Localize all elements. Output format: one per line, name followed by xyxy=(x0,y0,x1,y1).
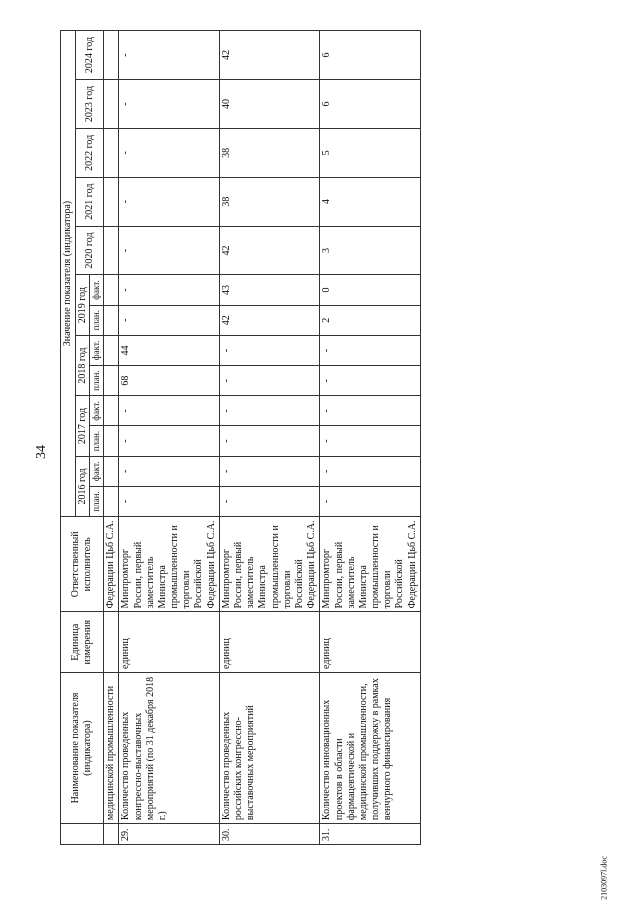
plan-2018: план. xyxy=(90,366,104,396)
row-number: 30. xyxy=(219,824,320,845)
values-header: Значение показателя (индикатора) xyxy=(61,31,76,517)
header-row-1 xyxy=(61,31,76,845)
col-unit-header: Единица измерения xyxy=(61,612,104,672)
fact-2016: факт. xyxy=(90,456,104,486)
value-cell: 44 xyxy=(119,335,220,365)
plan-2016: план. xyxy=(90,486,104,516)
plan-2017: план. xyxy=(90,426,104,456)
col-num-header xyxy=(61,824,104,845)
responsible-cell: Федерации Цьб С.А. xyxy=(104,517,119,612)
indicator-table-landscape xyxy=(60,30,635,845)
value-cell: 5 xyxy=(320,128,421,177)
value-cell xyxy=(104,128,119,177)
year-2020-header: 2020 год xyxy=(76,226,104,275)
value-cell: 43 xyxy=(219,275,320,305)
value-cell: - xyxy=(320,396,421,426)
value-cell: - xyxy=(119,486,220,516)
unit-cell: единиц xyxy=(219,612,320,672)
indicator-name: Количество проведенных российских конгрессно-выставочных мероприятий xyxy=(219,672,320,823)
row-number: 31. xyxy=(320,824,421,845)
value-cell: - xyxy=(119,177,220,226)
value-cell: 2 xyxy=(320,305,421,335)
fact-2019: факт. xyxy=(90,275,104,305)
page-number: 34 xyxy=(34,445,49,459)
indicator-name: Количество инновационных проектов в области фармацевтической и медицинской промышленности, получивших поддержку в рамках венчурного финансирования xyxy=(320,672,421,823)
value-cell: - xyxy=(219,486,320,516)
table-body xyxy=(104,31,421,845)
value-cell xyxy=(104,226,119,275)
value-cell: 6 xyxy=(320,31,421,80)
value-cell: 0 xyxy=(320,275,421,305)
value-cell: 42 xyxy=(219,226,320,275)
value-cell xyxy=(104,305,119,335)
value-cell: - xyxy=(119,226,220,275)
responsible-cell: Минпромторг России, первый заместитель Министра промышленности и торговли Российской Федерации Цьб С.А. xyxy=(119,517,220,612)
value-cell: 4 xyxy=(320,177,421,226)
value-cell: 42 xyxy=(219,31,320,80)
value-cell: 42 xyxy=(219,305,320,335)
value-cell: - xyxy=(119,426,220,456)
row-number: 29. xyxy=(119,824,220,845)
indicator-name: медицинской промышленности xyxy=(104,672,119,823)
value-cell: - xyxy=(219,366,320,396)
value-cell: 38 xyxy=(219,128,320,177)
table-row xyxy=(219,31,320,845)
value-cell: - xyxy=(119,80,220,129)
year-2024-header: 2024 год xyxy=(76,31,104,80)
value-cell: - xyxy=(320,426,421,456)
row-number xyxy=(104,824,119,845)
value-cell: - xyxy=(119,31,220,80)
table-row xyxy=(320,31,421,845)
value-cell: - xyxy=(119,128,220,177)
value-cell xyxy=(104,426,119,456)
value-cell: 68 xyxy=(119,366,220,396)
year-2016-header: 2016 год xyxy=(76,456,90,516)
responsible-cell: Минпромторг России, первый заместитель Министра промышленности и торговли Российской Федерации Цьб С.А. xyxy=(320,517,421,612)
year-2022-header: 2022 год xyxy=(76,128,104,177)
unit-cell xyxy=(104,612,119,672)
value-cell xyxy=(104,396,119,426)
responsible-cell: Минпромторг России, первый заместитель Министра промышленности и торговли Российской Федерации Цьб С.А. xyxy=(219,517,320,612)
value-cell xyxy=(104,456,119,486)
col-name-header: Наименование показателя (индикатора) xyxy=(61,672,104,823)
year-2017-header: 2017 год xyxy=(76,396,90,456)
year-2018-header: 2018 год xyxy=(76,335,90,395)
fact-2017: факт. xyxy=(90,396,104,426)
fact-2018: факт. xyxy=(90,335,104,365)
value-cell: 6 xyxy=(320,80,421,129)
footer-filename: 2103097l.doc xyxy=(599,856,609,900)
table-row xyxy=(119,31,220,845)
value-cell: - xyxy=(119,396,220,426)
value-cell xyxy=(104,177,119,226)
value-cell: - xyxy=(219,456,320,486)
value-cell: 3 xyxy=(320,226,421,275)
value-cell: - xyxy=(219,426,320,456)
value-cell xyxy=(104,366,119,396)
value-cell xyxy=(104,275,119,305)
indicator-name: Количество проведенных конгрессно-выставочных мероприятий (по 31 декабря 2018 г.) xyxy=(119,672,220,823)
value-cell: 40 xyxy=(219,80,320,129)
value-cell xyxy=(104,80,119,129)
year-2021-header: 2021 год xyxy=(76,177,104,226)
value-cell: - xyxy=(119,275,220,305)
value-cell: - xyxy=(320,366,421,396)
value-cell: - xyxy=(119,456,220,486)
value-cell: - xyxy=(320,456,421,486)
value-cell: - xyxy=(119,305,220,335)
value-cell: - xyxy=(320,486,421,516)
unit-cell: единиц xyxy=(119,612,220,672)
col-responsible-header: Ответственный исполнитель xyxy=(61,517,104,612)
value-cell xyxy=(104,486,119,516)
table-row xyxy=(104,31,119,845)
value-cell: - xyxy=(219,396,320,426)
year-2019-header: 2019 год xyxy=(76,275,90,335)
rotated-table-area xyxy=(60,30,635,845)
unit-cell: единиц xyxy=(320,612,421,672)
value-cell xyxy=(104,31,119,80)
value-cell: - xyxy=(219,335,320,365)
year-2023-header: 2023 год xyxy=(76,80,104,129)
plan-2019: план. xyxy=(90,305,104,335)
value-cell xyxy=(104,335,119,365)
value-cell: - xyxy=(320,335,421,365)
value-cell: 38 xyxy=(219,177,320,226)
indicator-table xyxy=(60,30,421,845)
